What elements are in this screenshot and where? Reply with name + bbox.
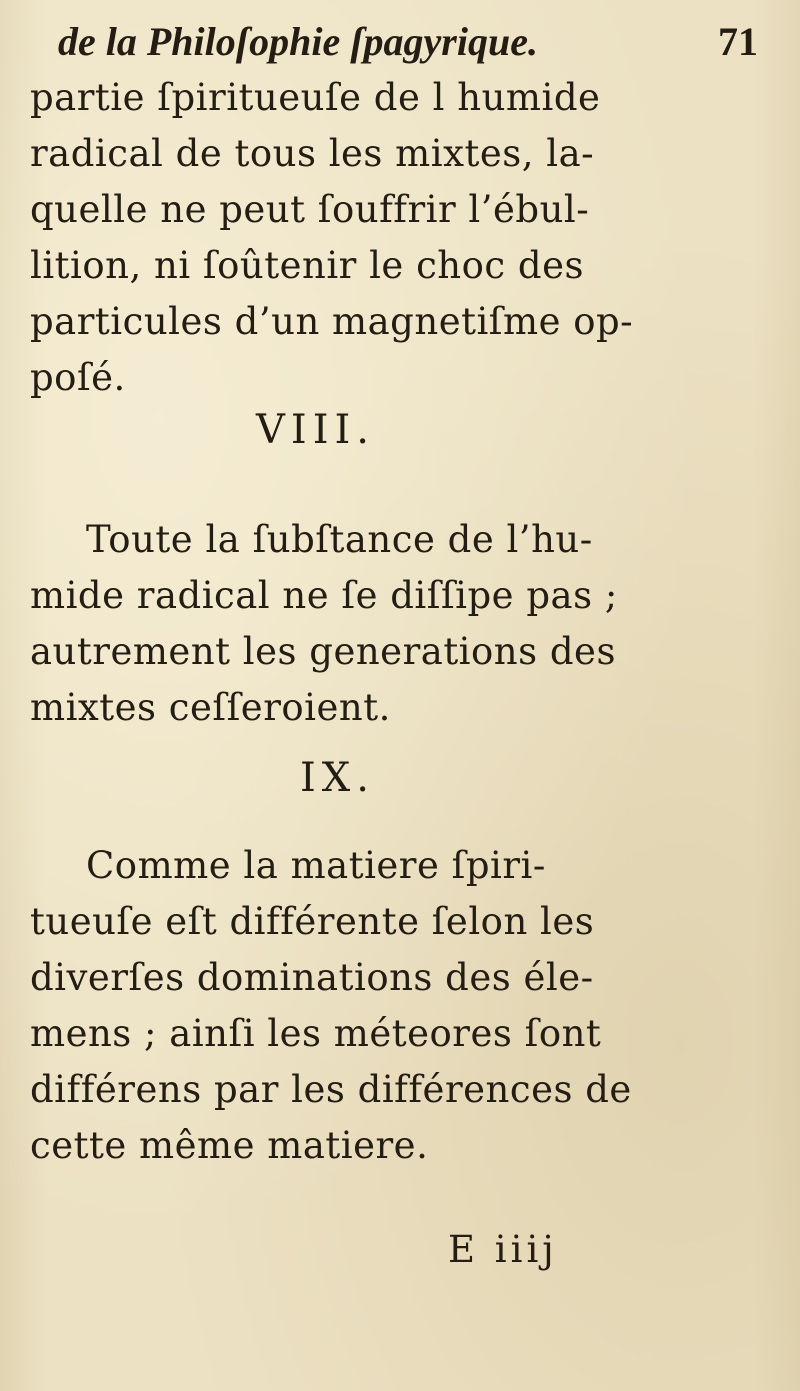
text-line: quelle ne peut ſouffrir l’ébul-: [30, 188, 590, 231]
text-line: tueuſe eſt différente ſelon les: [30, 900, 595, 943]
text-line: autrement les generations des: [30, 630, 616, 673]
running-head: [58, 12, 758, 72]
text-line: mens ; ainſi les méteores ſont: [30, 1012, 602, 1055]
text-line: lition, ni ſoûtenir le choc des: [30, 244, 584, 287]
running-head-title: de la Philoſophie ſpagyrique.: [58, 19, 538, 64]
page-number: 71: [718, 19, 758, 64]
text-line: radical de tous les mixtes, la-: [30, 132, 595, 175]
text-line: Toute la ſubſtance de l’hu-: [86, 518, 593, 561]
section-heading-ix: IX.: [300, 755, 375, 801]
text-line: Comme la matiere ſpiri-: [86, 844, 546, 887]
text-line: cette même matiere.: [30, 1124, 429, 1167]
text-line: partie ſpiritueuſe de l humide: [30, 76, 601, 119]
section-heading-viii: VIII.: [256, 407, 376, 453]
text-line: poſé.: [30, 356, 126, 399]
text-line: particules d’un magnetiſme op-: [30, 300, 634, 343]
text-line: mide radical ne ſe diſſipe pas ;: [30, 574, 618, 617]
signature-mark: E iiij: [448, 1228, 558, 1271]
text-line: diverſes dominations des éle-: [30, 956, 594, 999]
text-line: différens par les différences de: [30, 1068, 632, 1111]
text-line: mixtes ceſſeroient.: [30, 686, 391, 729]
